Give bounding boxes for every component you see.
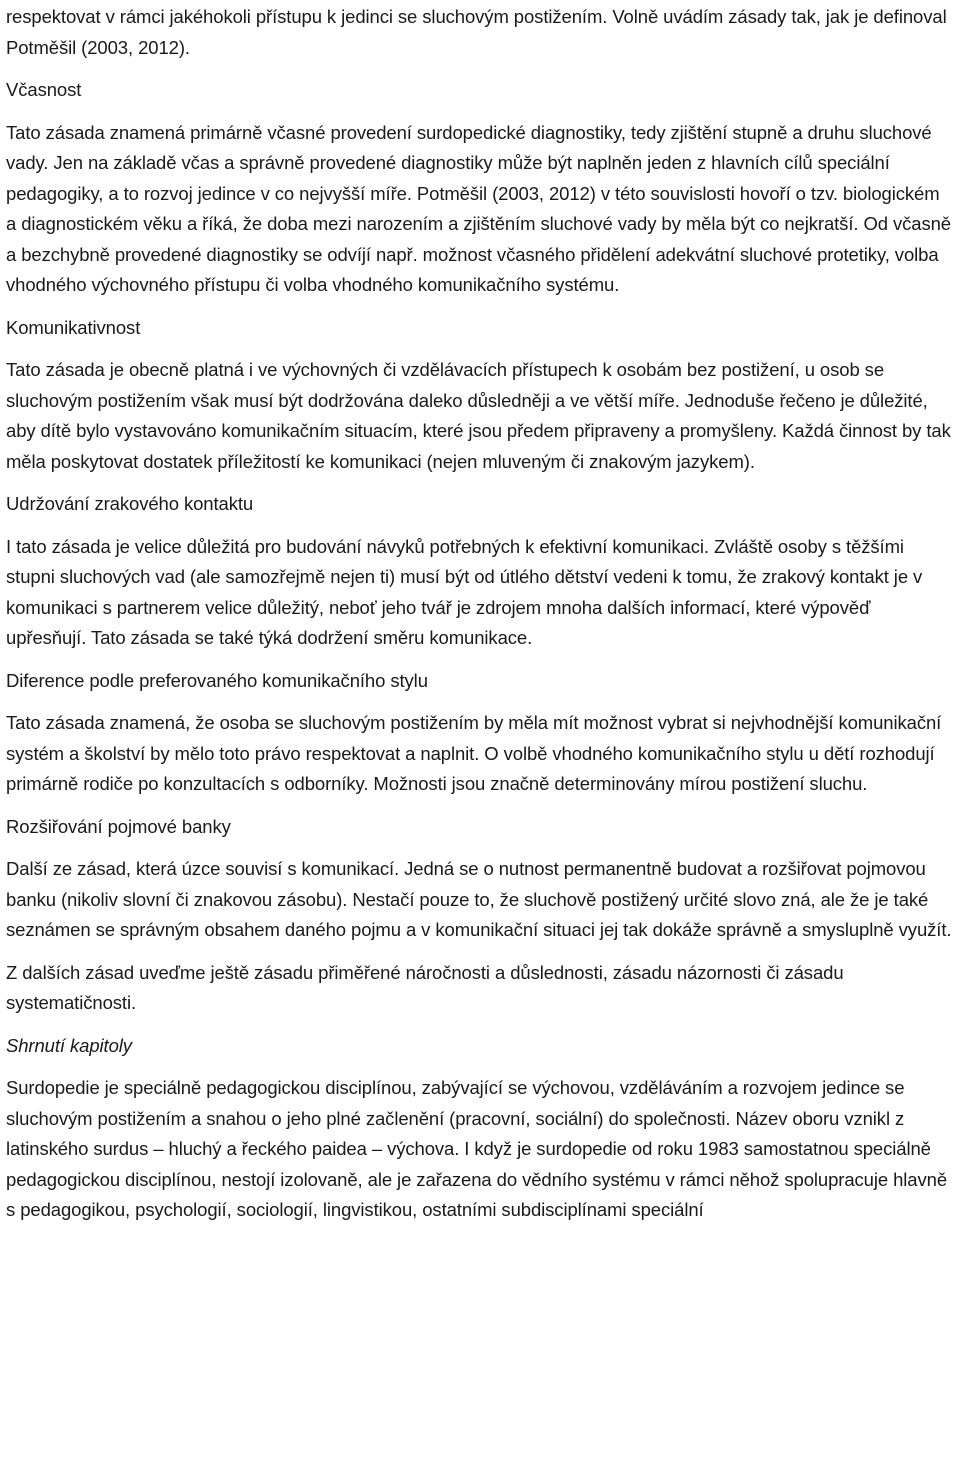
heading-komunikativnost: Komunikativnost (6, 316, 141, 338)
paragraph-vcasnost: Tato zásada znamená primárně včasné provedení surdopedické diagnostiky, tedy zjištění stupně a druhu sluchové vady. Jen na základě včas a správně provedené diagnostiky může být naplněn jeden z hlavních cílů speciální pedagogiky, a to rozvoj jedince v co nejvyšší míře. Potměšil (2003, 2012) v této souvislosti hovoří o tzv. biologickém a diagnostickém věku a říká, že doba mezi narozením a zjištěním sluchové vady by měla být co nejkratší. Od včasně a bezchybně provedené diagnostiky se odvíjí např. možnost včasného přidělení adekvátní sluchové protetiky, volba vhodného výchovného přístupu či volba vhodného komunikačního systému. (6, 121, 951, 295)
paragraph-intro: respektovat v rámci jakéhokoli přístupu k jedinci se sluchovým postižením. Volně uvádím zásady tak, jak je definoval Potměšil (2003, 2012). (6, 6, 947, 58)
paragraph-pojmova-banka: Další ze zásad, která úzce souvisí s komunikací. Jedná se o nutnost permanentně budovat a rozšiřovat pojmovou banku (nikoliv slovní či znakovou zásobu). Nestačí pouze to, že sluchově postižený určité slovo zná, ale že je také seznámen se správným obsahem daného pojmu a v komunikační situaci jej tak dokáže správně a smysluplně využít. (6, 858, 952, 940)
heading-shrnuti-kapitoly: Shrnutí kapitoly (6, 1034, 132, 1056)
heading-diference: Diference podle preferovaného komunikačního stylu (6, 669, 428, 691)
paragraph-zrakovy-kontakt: I tato zásada je velice důležitá pro budování návyků potřebných k efektivní komunikaci. Zvláště osoby s těžšími stupni sluchových vad (ale samozřejmě nejen ti) musí být od útlého dětství vedeni k tomu, že zrakový kontakt je v komunikaci s partnerem velice důležitý, neboť jeho tvář je zdrojem mnoha dalších informací, které výpověď upřesňují. Tato zásada se také týká dodržení směru komunikace. (6, 535, 923, 648)
paragraph-shrnuti: Surdopedie je speciálně pedagogickou disciplínou, zabývající se výchovou, vzděláváním a rozvojem jedince se sluchovým postižením a snahou o jeho plné začlenění (pracovní, sociální) do společnosti. Název oboru vznikl z latinského surdus – hluchý a řeckého paidea – výchova. I když je surdopedie od roku 1983 samostatnou speciálně pedagogickou disciplínou, nestojí izolovaně, ale je zařazena do vědního systému v rámci něhož spolupracuje hlavně s pedagogikou, psychologií, sociologií, lingvistikou, ostatními subdisciplínami speciální (6, 1077, 948, 1220)
heading-zrakovy-kontakt: Udržování zrakového kontaktu (6, 493, 254, 514)
paragraph-diference: Tato zásada znamená, že osoba se sluchovým postižením by měla mít možnost vybrat si nejvhodnější komunikační systém a školství by mělo toto právo respektovat a naplnit. O volbě vhodného komunikačního stylu u dětí rozhodují primárně rodiče po konzultacích s odborníky. Možnosti jsou značně determinovány mírou postižení sluchu. (6, 712, 942, 794)
heading-vcasnost: Včasnost (6, 79, 82, 100)
paragraph-dalsi-zasady: Z dalších zásad uveďme ještě zásadu přiměřené náročnosti a důslednosti, zásadu názornosti či zásadu systematičnosti. (6, 961, 844, 1013)
heading-pojmova-banka: Rozšiřování pojmové banky (6, 815, 231, 837)
paragraph-komunikativnost: Tato zásada je obecně platná i ve výchovných či vzdělávacích přístupech k osobám bez postižení, u osob se sluchovým postižením však musí být dodržována daleko důsledněji a ve větší míře. Jednoduše řečeno je důležité, aby dítě bylo vystavováno komunikačním situacím, které jsou předem připraveny a promyšleny. Každá činnost by tak měla poskytovat dostatek příležitostí ke komunikaci (nejen mluveným či znakovým jazykem). (6, 359, 951, 472)
